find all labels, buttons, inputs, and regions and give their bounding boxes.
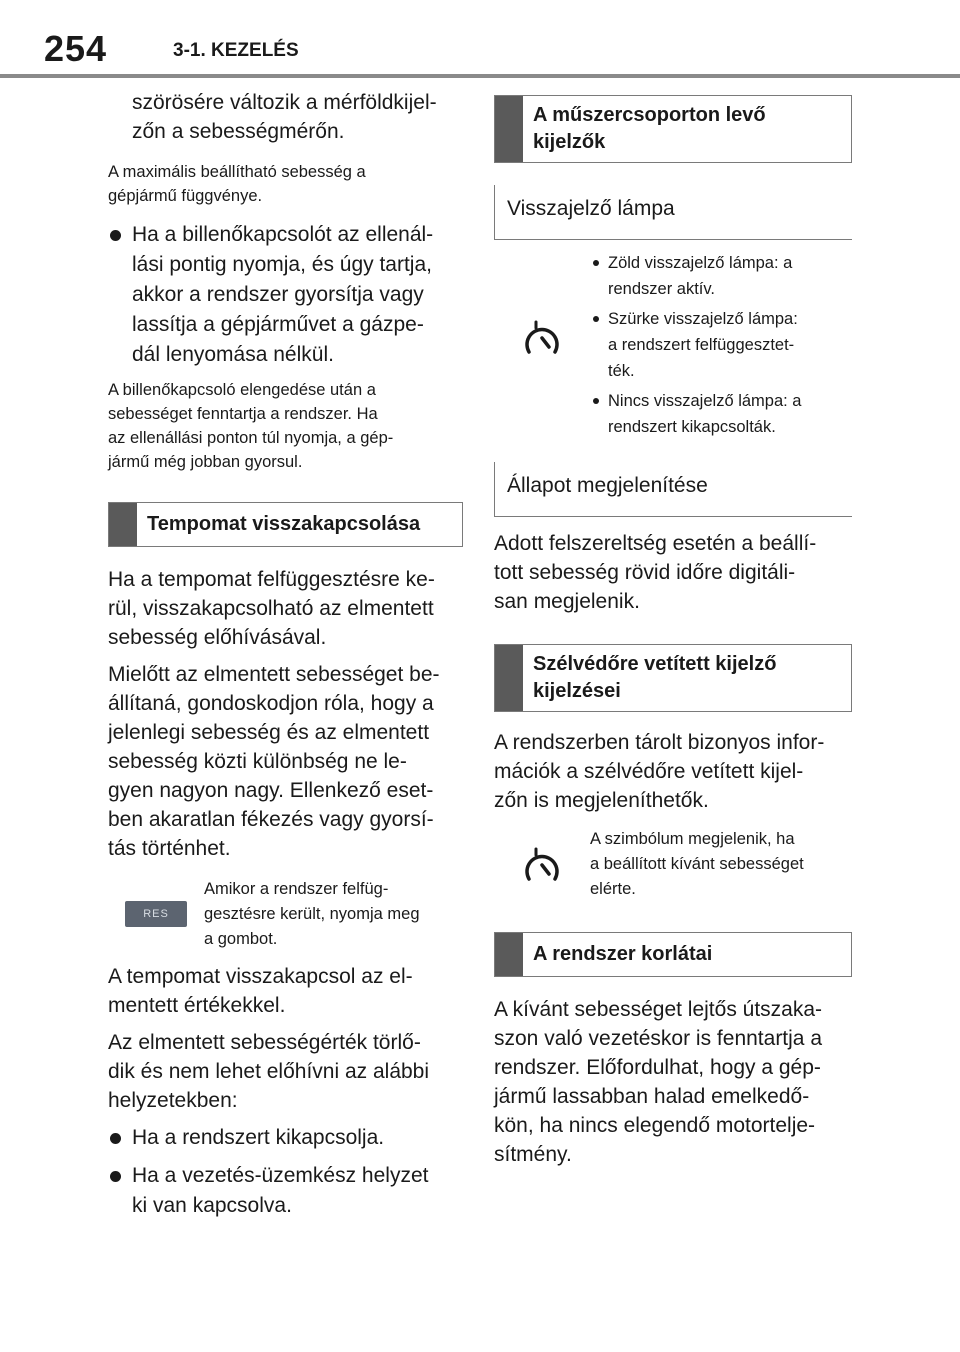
heading-bar: [495, 933, 523, 976]
text-line: kijelzők: [533, 131, 606, 153]
text-line: elérte.: [590, 880, 636, 898]
heading-box-hud: [494, 644, 852, 712]
header-divider: [0, 74, 960, 78]
text-line: szörösére változik a mérföldkijel-: [132, 91, 437, 114]
text-line: lási pontig nyomja, és úgy tartja,: [132, 253, 432, 276]
paragraph-warning: [108, 660, 463, 863]
text-line: Ha a billenőkapcsolót az ellenál-: [132, 223, 434, 246]
hud-symbol-row: [494, 827, 852, 902]
text-line: A billenőkapcsoló elengedése után a: [108, 381, 376, 399]
text-line: gyen nagyon nagy. Ellenkező eset-: [108, 779, 434, 802]
res-note: [204, 877, 420, 952]
paragraph-limits: [494, 995, 852, 1169]
text-line: dál lenyomása nélkül.: [132, 343, 334, 366]
bullet-rocker-switch: [108, 220, 463, 370]
text-line: Ha a rendszert kikapcsolja.: [132, 1126, 385, 1149]
text-line: zőn a sebességmérőn.: [132, 120, 345, 143]
indicator-lamp-row: [494, 250, 852, 444]
text-line: akkor a rendszer gyorsítja vagy: [132, 283, 424, 306]
res-button-row: [108, 877, 463, 952]
text-line: helyzetekben:: [108, 1089, 238, 1112]
text-line: sítmény.: [494, 1143, 572, 1166]
text-line: rendszer. Előfordulhat, hogy a gép-: [494, 1056, 821, 1079]
heading-text: A rendszer korlátai: [533, 943, 713, 965]
text-line: A szimbólum megjelenik, ha: [590, 830, 795, 848]
text-line: Az elmentett sebességérték törlő-: [108, 1031, 421, 1054]
text-line: Ha a vezetés-üzemkész helyzet: [132, 1164, 429, 1187]
right-column: [494, 95, 852, 1177]
continued-paragraph: [108, 88, 463, 146]
list-item: [590, 306, 802, 384]
text-line: rül, visszakapcsolható az elmentett: [108, 597, 434, 620]
subheading-indicator-lamp: Visszajelző lámpa: [494, 185, 852, 240]
text-line: tás történhet.: [108, 837, 231, 860]
icon-cell: [494, 827, 590, 887]
speedometer-icon: [522, 847, 562, 887]
text-line: kön, ha nincs elegendő motortelje-: [494, 1114, 816, 1137]
text-line: tott sebesség rövid időre digitáli-: [494, 561, 796, 584]
text-line: mentett értékekkel.: [108, 994, 286, 1017]
text-line: ben akaratlan fékezés vagy gyorsí-: [108, 808, 434, 831]
text-line: jármű még jobban gyorsul.: [108, 453, 303, 471]
text-line: sebességet fenntartja a rendszer. Ha: [108, 405, 378, 423]
paragraph-reactivate: [108, 565, 463, 652]
text-line: san megjelenik.: [494, 590, 640, 613]
text-line: sebesség közti különbség ne le-: [108, 750, 407, 773]
text-line: A kívánt sebességet lejtős útszaka-: [494, 998, 823, 1021]
text-line: kijelzései: [533, 680, 621, 702]
text-line: szon való vezetéskor is fenntartja a: [494, 1027, 823, 1050]
heading-box-instrument-cluster: [494, 95, 852, 163]
text-line: A maximális beállítható sebesség a: [108, 163, 366, 181]
heading-text: [523, 645, 786, 711]
bullet-drive-ready-off: [108, 1161, 463, 1221]
heading-bar: [495, 645, 523, 711]
heading-box-limits: [494, 932, 852, 977]
heading-bar: [495, 96, 523, 162]
text-line: Nincs visszajelző lámpa: a: [608, 392, 802, 410]
text-line: A műszercsoporton levő: [533, 104, 766, 126]
paragraph-status: [494, 529, 852, 616]
section-title: 3-1. KEZELÉS: [173, 40, 299, 61]
text-line: jármű lassabban halad emelkedő-: [494, 1085, 810, 1108]
text-line: ték.: [608, 362, 635, 380]
text-line: a beállított kívánt sebességet: [590, 855, 804, 873]
res-button-cell: [108, 877, 204, 927]
paragraph-deleted: [108, 1028, 463, 1115]
heading-text: [523, 96, 776, 162]
text-line: mációk a szélvédőre vetített kijel-: [494, 760, 804, 783]
text-line: Ha a tempomat felfüggesztésre ke-: [108, 568, 435, 591]
text-line: A tempomat visszakapcsol az el-: [108, 965, 413, 988]
bullet-system-off: [108, 1123, 463, 1153]
text-line: dik és nem lehet előhívni az alábbi: [108, 1060, 430, 1083]
text-line: a gombot.: [204, 930, 278, 948]
text-line: Adott felszereltség esetén a beállí-: [494, 532, 817, 555]
speedometer-icon: [522, 320, 562, 360]
text-line: lassítja a gépjárművet a gázpe-: [132, 313, 424, 336]
subheading-status-display: Állapot megjelenítése: [494, 462, 852, 517]
symbol-note: [590, 827, 804, 902]
text-line: ki van kapcsolva.: [132, 1194, 292, 1217]
text-line: Amikor a rendszer felfüg-: [204, 880, 389, 898]
text-line: A rendszerben tárolt bizonyos infor-: [494, 731, 825, 754]
text-line: a rendszert felfüggesztet-: [608, 336, 795, 354]
text-line: Szélvédőre vetített kijelző: [533, 653, 777, 675]
list-item: [590, 250, 802, 302]
icon-cell: [494, 250, 590, 360]
page-number: 254: [44, 28, 108, 69]
heading-box-reactivate: [108, 502, 463, 547]
text-line: állítaná, gondoskodjon róla, hogy a: [108, 692, 434, 715]
indicator-lamp-list: [590, 250, 802, 444]
text-line: gépjármű függvénye.: [108, 187, 263, 205]
text-line: zőn is megjeleníthetők.: [494, 789, 709, 812]
text-line: Mielőtt az elmentett sebességet be-: [108, 663, 440, 686]
text-line: Zöld visszajelző lámpa: a: [608, 254, 793, 272]
paragraph-restored: [108, 962, 463, 1020]
text-line: sebesség előhívásával.: [108, 626, 327, 649]
paragraph-hud: [494, 728, 852, 815]
text-line: jelenlegi sebesség és az elmentett: [108, 721, 430, 744]
list-item: [590, 388, 802, 440]
note-release: [108, 378, 463, 474]
text-line: gesztésre került, nyomja meg: [204, 905, 420, 923]
heading-text: Tempomat visszakapcsolása: [147, 513, 421, 535]
text-line: az ellenállási ponton túl nyomja, a gép-: [108, 429, 394, 447]
heading-bar: [109, 503, 137, 546]
note-max-speed: [108, 160, 463, 208]
text-line: rendszert kikapcsolták.: [608, 418, 776, 436]
text-line: rendszer aktív.: [608, 280, 715, 298]
text-line: Szürke visszajelző lámpa:: [608, 310, 798, 328]
page-header: [0, 0, 960, 80]
res-button-icon: RES: [125, 901, 187, 927]
left-column: [108, 88, 463, 1229]
